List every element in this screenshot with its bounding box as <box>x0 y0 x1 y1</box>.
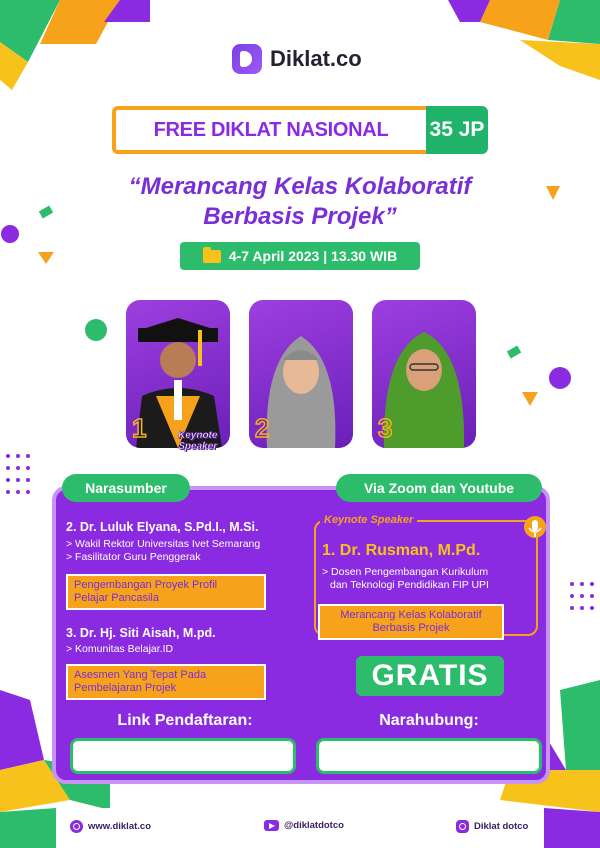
keynote-topic-line1: Merancang Kelas Kolaboratif <box>340 609 482 621</box>
speaker-photo-2 <box>249 300 353 448</box>
keynote-tag-line1: Keynote <box>178 430 218 441</box>
brand-name: Diklat.co <box>270 46 362 71</box>
globe-icon <box>70 820 83 833</box>
event-title-line2: Berbasis Projek” <box>203 203 397 230</box>
speaker-3-role1: > Komunitas Belajar.ID <box>66 643 174 655</box>
banner-title: FREE DIKLAT NASIONAL <box>112 106 426 154</box>
speaker-2-topic-line1: Pengembangan Proyek Profil <box>74 579 218 591</box>
speaker-3-info <box>66 626 306 656</box>
contact-label: Narahubung: <box>379 712 479 729</box>
youtube-text: @diklatdotco <box>284 820 344 831</box>
keynote-topic-line2: Berbasis Projek <box>372 622 450 634</box>
banner-jp-badge: 35 JP <box>426 106 488 154</box>
speaker-photo-1 <box>126 300 230 448</box>
event-date: 4-7 April 2023 | 13.30 WIB <box>228 248 398 264</box>
speaker-number-1: 1 <box>132 413 147 443</box>
speaker-3-topic-line2: Pembelajaran Projek <box>74 682 177 694</box>
narasumber-label: Narasumber <box>62 474 190 502</box>
keynote-role2: dan Teknologi Pendidikan FIP UPI <box>330 579 489 591</box>
footer-instagram[interactable] <box>456 820 528 833</box>
speaker-number-3: 3 <box>378 413 393 443</box>
folder-icon <box>203 250 221 263</box>
speaker-2-role1: > Wakil Rektor Universitas Ivet Semarang <box>66 538 261 550</box>
brand-logo <box>232 44 362 74</box>
speaker-photo-3 <box>372 300 476 448</box>
speaker-3-topic-line1: Asesmen Yang Tepat Pada <box>74 669 207 681</box>
speaker-2-name: 2. Dr. Luluk Elyana, S.Pd.I., M.Si. <box>66 520 259 534</box>
keynote-label: Keynote Speaker <box>320 514 417 526</box>
youtube-icon <box>264 820 279 831</box>
footer-website[interactable] <box>70 820 151 833</box>
diklat-logo-icon <box>232 44 262 74</box>
speaker-2-role2: > Fasilitator Guru Penggerak <box>66 551 201 563</box>
speaker-2-topic-line2: Pelajar Pancasila <box>74 592 159 604</box>
keynote-speaker-tag <box>178 430 217 452</box>
event-banner <box>112 106 488 154</box>
gratis-badge: GRATIS <box>356 656 504 696</box>
keynote-info <box>322 542 532 592</box>
website-text: www.diklat.co <box>88 821 151 832</box>
keynote-tag-line2: Speaker <box>178 441 218 452</box>
instagram-text: Diklat dotco <box>474 821 529 832</box>
speaker-number-2: 2 <box>255 413 270 443</box>
keynote-name: 1. Dr. Rusman, M.Pd. <box>322 542 481 559</box>
speaker-3-topic <box>66 664 266 700</box>
registration-link-label: Link Pendaftaran: <box>117 712 253 729</box>
speaker-2-topic <box>66 574 266 610</box>
event-title <box>60 172 540 232</box>
footer-youtube[interactable] <box>264 820 344 831</box>
event-date-bar <box>180 242 420 270</box>
speaker-3-name: 3. Dr. Hj. Siti Aisah, M.pd. <box>66 626 216 640</box>
instagram-icon <box>456 820 469 833</box>
via-platform-label: Via Zoom dan Youtube <box>336 474 542 502</box>
registration-link-field[interactable] <box>70 738 296 774</box>
keynote-topic <box>318 604 504 640</box>
contact-field[interactable] <box>316 738 542 774</box>
keynote-role1: > Dosen Pengembangan Kurikulum <box>322 566 489 578</box>
speaker-2-info <box>66 520 306 564</box>
event-title-line1: “Merancang Kelas Kolaboratif <box>128 173 472 200</box>
